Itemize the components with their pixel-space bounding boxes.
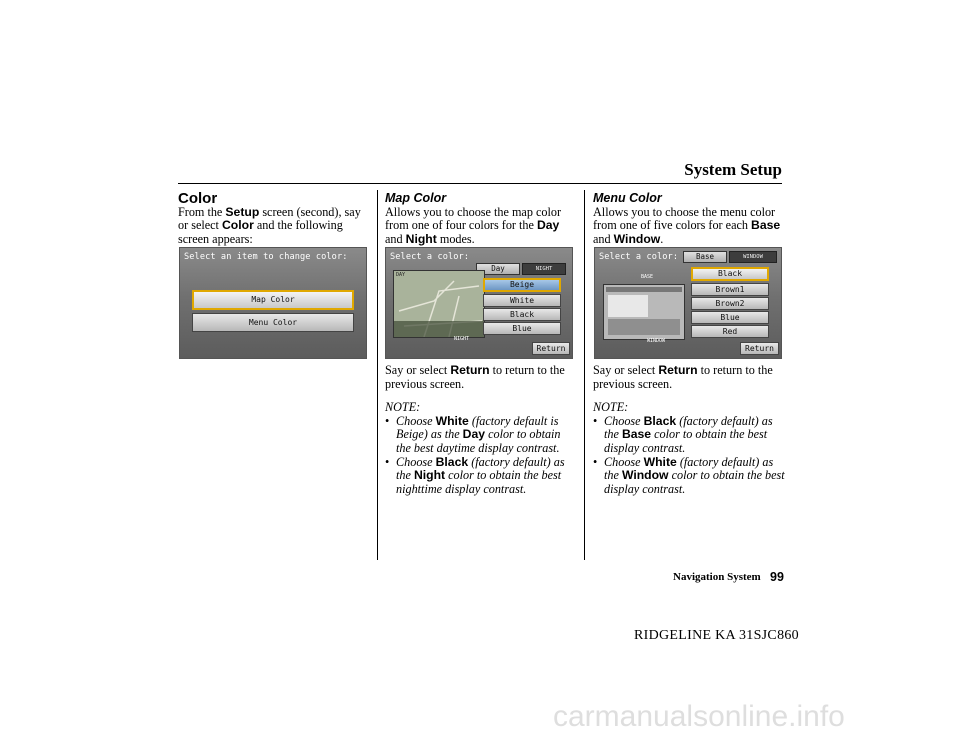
column-divider-2 [584,190,585,560]
column-menu-color-lower [593,364,785,496]
section-heading-menu-color: Menu Color [593,191,662,205]
screen-map-color [385,247,573,359]
column-color [178,192,370,246]
screen-title: Select an item to change color: [184,252,348,262]
screen-title: Select a color: [390,252,470,262]
return-term: Return [450,363,490,377]
night-term: Night [405,231,437,246]
color-option-beige[interactable]: Beige [483,278,561,292]
window-label: WINDOW [647,338,666,344]
screen-title: Select a color: [599,252,679,262]
return-button[interactable]: Return [532,342,570,355]
color-option-blue[interactable]: Blue [691,311,769,324]
color-option-red[interactable]: Red [691,325,769,338]
color-option-black[interactable]: Black [691,267,769,281]
footer-section-name: Navigation System [673,571,761,583]
return-term: Return [658,363,698,377]
base-term: Base [751,218,781,233]
column-map-color-lower [385,364,577,496]
color-option-white[interactable]: White [483,294,561,307]
menu-color-button[interactable]: Menu Color [192,313,354,332]
section-heading-color: Color [178,190,218,207]
map-color-button[interactable]: Map Color [192,290,354,310]
model-code: RIDGELINE KA 31SJC860 [634,628,799,643]
menu-preview [603,284,685,340]
color-option-black[interactable]: Black [483,308,561,321]
window-term: Window [613,231,661,246]
tab-night[interactable]: NIGHT [522,263,566,275]
color-option-brown1[interactable]: Brown1 [691,283,769,296]
section-heading-map-color: Map Color [385,191,447,205]
menu-note-bullet-1: • Choose Black (factory default) as the Base color to obtain the best display contrast. [593,415,785,456]
column-menu-color [593,192,785,246]
setup-term: Setup [225,204,260,219]
color-option-blue[interactable]: Blue [483,322,561,335]
menu-return-instruction: Say or select Return to return to the previous screen. [593,363,773,391]
watermark: carmanualsonline.info [553,700,845,733]
header-rule [178,183,782,184]
map-label-day: DAY [396,272,406,278]
return-button[interactable]: Return [740,342,779,355]
menu-preview-graphic [604,285,684,339]
base-label: BASE [641,274,654,280]
screen-select-item [179,247,367,359]
map-note-heading: NOTE: [385,400,421,415]
map-return-instruction: Say or select Return to return to the previous screen. [385,363,565,391]
map-label-night: NIGHT [454,336,470,342]
map-roads-graphic [394,271,484,337]
tab-day[interactable]: Day [476,263,520,275]
screen-menu-color [594,247,782,359]
page-number: 99 [770,570,784,584]
map-note-bullet-2: • Choose Black (factory default) as the Night color to obtain the best nighttime display contrast. [385,456,577,497]
tab-base[interactable]: Base [683,251,727,263]
menu-color-intro: Allows you to choose the menu color from one of five colors for each Base and Window. [593,204,781,246]
tab-window[interactable]: WINDOW [729,251,777,263]
column-map-color [385,192,577,246]
color-option-brown2[interactable]: Brown2 [691,297,769,310]
color-term: Color [222,218,254,233]
map-color-intro: Allows you to choose the map color from one of four colors for the Day and Night modes. [385,204,562,246]
day-term: Day [536,218,560,233]
column-divider-1 [377,190,378,560]
page-header-title: System Setup [684,160,782,179]
map-preview [393,270,485,338]
menu-note-bullet-2: • Choose White (factory default) as the Window color to obtain the best display contrast. [593,456,785,497]
color-intro: From the Setup screen (second), say or select Color and the following screen appears: [178,204,361,246]
menu-note-heading: NOTE: [593,400,629,415]
map-note-bullet-1: • Choose White (factory default is Beige) as the Day color to obtain the best daytime display contrast. [385,415,577,456]
